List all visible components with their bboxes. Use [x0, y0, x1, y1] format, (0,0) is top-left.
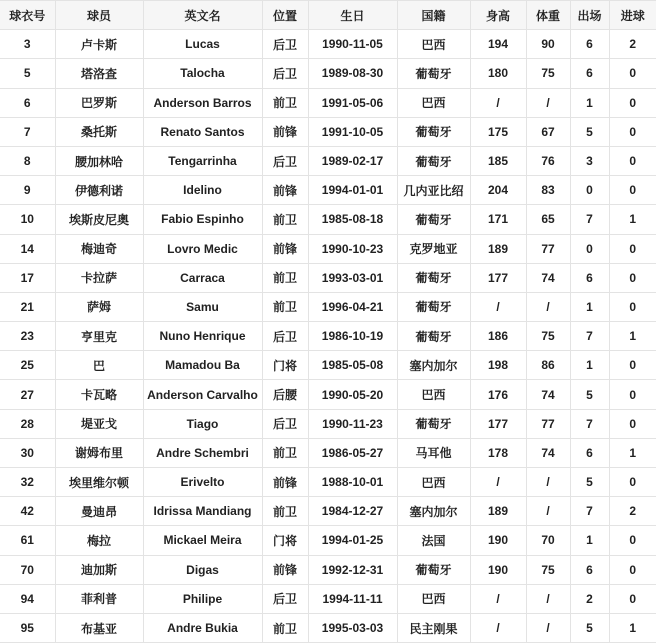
cell-jersey_number: 6	[0, 88, 55, 117]
cell-nationality: 巴西	[397, 88, 470, 117]
cell-birthday: 1994-11-11	[308, 584, 397, 613]
cell-birthday: 1986-05-27	[308, 438, 397, 467]
cell-position: 前锋	[262, 117, 308, 146]
cell-goals: 0	[609, 555, 656, 584]
cell-weight: 74	[526, 263, 570, 292]
cell-nationality: 葡萄牙	[397, 292, 470, 321]
table-row	[0, 584, 656, 613]
cell-english_name: Anderson Barros	[143, 88, 262, 117]
cell-english_name: Talocha	[143, 59, 262, 88]
header-row	[0, 1, 656, 30]
cell-english_name: Idrissa Mandiang	[143, 497, 262, 526]
cell-jersey_number: 21	[0, 292, 55, 321]
cell-jersey_number: 30	[0, 438, 55, 467]
cell-height: 189	[470, 234, 526, 263]
cell-height: 186	[470, 322, 526, 351]
table-header	[0, 1, 656, 30]
cell-birthday: 1990-05-20	[308, 380, 397, 409]
cell-jersey_number: 23	[0, 322, 55, 351]
cell-birthday: 1995-03-03	[308, 613, 397, 642]
cell-position: 前卫	[262, 613, 308, 642]
cell-nationality: 马耳他	[397, 438, 470, 467]
table-row	[0, 205, 656, 234]
cell-player: 巴	[55, 351, 143, 380]
cell-appearances: 6	[570, 30, 609, 59]
cell-player: 梅拉	[55, 526, 143, 555]
cell-english_name: Anderson Carvalho	[143, 380, 262, 409]
table-row	[0, 234, 656, 263]
cell-weight: 75	[526, 322, 570, 351]
cell-player: 埃斯皮尼奥	[55, 205, 143, 234]
cell-appearances: 5	[570, 613, 609, 642]
column-header-birthday: 生日	[308, 1, 397, 30]
cell-height: /	[470, 292, 526, 321]
table-row	[0, 555, 656, 584]
cell-position: 前卫	[262, 292, 308, 321]
cell-english_name: Carraca	[143, 263, 262, 292]
cell-birthday: 1990-11-05	[308, 30, 397, 59]
cell-weight: /	[526, 88, 570, 117]
table-row	[0, 322, 656, 351]
cell-appearances: 7	[570, 205, 609, 234]
cell-appearances: 7	[570, 497, 609, 526]
cell-english_name: Tiago	[143, 409, 262, 438]
cell-height: 185	[470, 146, 526, 175]
cell-weight: /	[526, 468, 570, 497]
cell-appearances: 1	[570, 292, 609, 321]
cell-weight: 65	[526, 205, 570, 234]
cell-weight: 77	[526, 409, 570, 438]
cell-height: 194	[470, 30, 526, 59]
cell-player: 曼迪昂	[55, 497, 143, 526]
cell-height: /	[470, 584, 526, 613]
cell-english_name: Lovro Medic	[143, 234, 262, 263]
cell-nationality: 民主刚果	[397, 613, 470, 642]
cell-goals: 0	[609, 584, 656, 613]
cell-appearances: 1	[570, 526, 609, 555]
cell-jersey_number: 42	[0, 497, 55, 526]
cell-position: 前锋	[262, 176, 308, 205]
table-row	[0, 30, 656, 59]
column-header-nationality: 国籍	[397, 1, 470, 30]
table-row	[0, 88, 656, 117]
cell-player: 菲利普	[55, 584, 143, 613]
cell-position: 前锋	[262, 468, 308, 497]
cell-nationality: 巴西	[397, 584, 470, 613]
table-row	[0, 263, 656, 292]
cell-position: 前卫	[262, 88, 308, 117]
cell-nationality: 巴西	[397, 30, 470, 59]
cell-birthday: 1988-10-01	[308, 468, 397, 497]
column-header-goals: 进球	[609, 1, 656, 30]
cell-height: 175	[470, 117, 526, 146]
cell-jersey_number: 27	[0, 380, 55, 409]
cell-appearances: 0	[570, 176, 609, 205]
cell-english_name: Andre Schembri	[143, 438, 262, 467]
cell-player: 腰加林哈	[55, 146, 143, 175]
cell-appearances: 6	[570, 263, 609, 292]
cell-goals: 0	[609, 380, 656, 409]
cell-height: 190	[470, 526, 526, 555]
cell-jersey_number: 7	[0, 117, 55, 146]
cell-english_name: Nuno Henrique	[143, 322, 262, 351]
cell-goals: 0	[609, 176, 656, 205]
cell-english_name: Samu	[143, 292, 262, 321]
table-row	[0, 292, 656, 321]
cell-birthday: 1985-08-18	[308, 205, 397, 234]
cell-position: 后卫	[262, 409, 308, 438]
cell-weight: 74	[526, 438, 570, 467]
cell-english_name: Tengarrinha	[143, 146, 262, 175]
cell-goals: 1	[609, 322, 656, 351]
table-row	[0, 59, 656, 88]
cell-player: 桑托斯	[55, 117, 143, 146]
cell-height: /	[470, 88, 526, 117]
cell-position: 门将	[262, 526, 308, 555]
cell-english_name: Philipe	[143, 584, 262, 613]
cell-jersey_number: 94	[0, 584, 55, 613]
cell-nationality: 巴西	[397, 380, 470, 409]
cell-weight: 83	[526, 176, 570, 205]
column-header-player: 球员	[55, 1, 143, 30]
cell-birthday: 1991-05-06	[308, 88, 397, 117]
cell-player: 埃里维尔顿	[55, 468, 143, 497]
cell-appearances: 5	[570, 468, 609, 497]
cell-player: 迪加斯	[55, 555, 143, 584]
cell-weight: 75	[526, 555, 570, 584]
cell-weight: 74	[526, 380, 570, 409]
cell-goals: 2	[609, 497, 656, 526]
cell-player: 卡拉萨	[55, 263, 143, 292]
cell-position: 后腰	[262, 380, 308, 409]
cell-goals: 0	[609, 468, 656, 497]
cell-appearances: 5	[570, 117, 609, 146]
cell-height: 180	[470, 59, 526, 88]
cell-goals: 1	[609, 613, 656, 642]
column-header-position: 位置	[262, 1, 308, 30]
table-row	[0, 468, 656, 497]
table-row	[0, 613, 656, 642]
cell-nationality: 葡萄牙	[397, 146, 470, 175]
cell-goals: 0	[609, 117, 656, 146]
cell-position: 前锋	[262, 234, 308, 263]
cell-appearances: 5	[570, 380, 609, 409]
cell-player: 亨里克	[55, 322, 143, 351]
table-row	[0, 117, 656, 146]
cell-nationality: 葡萄牙	[397, 409, 470, 438]
cell-position: 后卫	[262, 30, 308, 59]
cell-appearances: 0	[570, 234, 609, 263]
cell-height: 204	[470, 176, 526, 205]
cell-position: 前卫	[262, 438, 308, 467]
cell-position: 前卫	[262, 497, 308, 526]
column-header-weight: 体重	[526, 1, 570, 30]
cell-goals: 0	[609, 234, 656, 263]
cell-position: 后卫	[262, 59, 308, 88]
cell-birthday: 1985-05-08	[308, 351, 397, 380]
table-row	[0, 176, 656, 205]
cell-position: 前卫	[262, 205, 308, 234]
column-header-jersey_number: 球衣号	[0, 1, 55, 30]
cell-weight: /	[526, 497, 570, 526]
cell-height: /	[470, 468, 526, 497]
column-header-english_name: 英文名	[143, 1, 262, 30]
cell-nationality: 葡萄牙	[397, 59, 470, 88]
cell-jersey_number: 17	[0, 263, 55, 292]
cell-goals: 0	[609, 146, 656, 175]
cell-nationality: 巴西	[397, 468, 470, 497]
cell-jersey_number: 28	[0, 409, 55, 438]
cell-weight: /	[526, 584, 570, 613]
cell-english_name: Digas	[143, 555, 262, 584]
cell-height: 178	[470, 438, 526, 467]
cell-jersey_number: 32	[0, 468, 55, 497]
cell-weight: 75	[526, 59, 570, 88]
cell-birthday: 1991-10-05	[308, 117, 397, 146]
cell-english_name: Mamadou Ba	[143, 351, 262, 380]
cell-height: 171	[470, 205, 526, 234]
cell-player: 谢姆布里	[55, 438, 143, 467]
cell-birthday: 1994-01-25	[308, 526, 397, 555]
cell-english_name: Erivelto	[143, 468, 262, 497]
cell-nationality: 塞内加尔	[397, 497, 470, 526]
cell-goals: 0	[609, 263, 656, 292]
cell-appearances: 6	[570, 438, 609, 467]
cell-player: 梅迪奇	[55, 234, 143, 263]
cell-player: 塔洛查	[55, 59, 143, 88]
cell-jersey_number: 3	[0, 30, 55, 59]
cell-appearances: 3	[570, 146, 609, 175]
cell-nationality: 葡萄牙	[397, 117, 470, 146]
cell-birthday: 1990-10-23	[308, 234, 397, 263]
cell-birthday: 1990-11-23	[308, 409, 397, 438]
cell-player: 卡瓦略	[55, 380, 143, 409]
cell-player: 伊德利诺	[55, 176, 143, 205]
cell-birthday: 1989-08-30	[308, 59, 397, 88]
cell-position: 后卫	[262, 584, 308, 613]
cell-weight: 90	[526, 30, 570, 59]
cell-nationality: 克罗地亚	[397, 234, 470, 263]
cell-birthday: 1989-02-17	[308, 146, 397, 175]
cell-player: 萨姆	[55, 292, 143, 321]
cell-height: 190	[470, 555, 526, 584]
cell-goals: 2	[609, 30, 656, 59]
cell-nationality: 葡萄牙	[397, 322, 470, 351]
cell-height: /	[470, 613, 526, 642]
cell-player: 堤亚戈	[55, 409, 143, 438]
cell-weight: /	[526, 613, 570, 642]
cell-weight: 70	[526, 526, 570, 555]
cell-jersey_number: 61	[0, 526, 55, 555]
cell-nationality: 葡萄牙	[397, 555, 470, 584]
cell-english_name: Fabio Espinho	[143, 205, 262, 234]
cell-player: 巴罗斯	[55, 88, 143, 117]
cell-appearances: 7	[570, 409, 609, 438]
cell-appearances: 1	[570, 351, 609, 380]
cell-height: 177	[470, 409, 526, 438]
cell-birthday: 1993-03-01	[308, 263, 397, 292]
cell-nationality: 塞内加尔	[397, 351, 470, 380]
cell-english_name: Idelino	[143, 176, 262, 205]
cell-jersey_number: 8	[0, 146, 55, 175]
cell-weight: 86	[526, 351, 570, 380]
cell-weight: 76	[526, 146, 570, 175]
cell-goals: 0	[609, 292, 656, 321]
cell-weight: 67	[526, 117, 570, 146]
cell-birthday: 1992-12-31	[308, 555, 397, 584]
table-row	[0, 497, 656, 526]
cell-height: 189	[470, 497, 526, 526]
cell-nationality: 葡萄牙	[397, 205, 470, 234]
cell-jersey_number: 70	[0, 555, 55, 584]
cell-goals: 1	[609, 438, 656, 467]
cell-player: 卢卡斯	[55, 30, 143, 59]
cell-jersey_number: 25	[0, 351, 55, 380]
cell-appearances: 6	[570, 59, 609, 88]
cell-height: 198	[470, 351, 526, 380]
table-row	[0, 146, 656, 175]
cell-jersey_number: 95	[0, 613, 55, 642]
cell-birthday: 1996-04-21	[308, 292, 397, 321]
table-row	[0, 438, 656, 467]
table-row	[0, 351, 656, 380]
cell-appearances: 7	[570, 322, 609, 351]
cell-english_name: Mickael Meira	[143, 526, 262, 555]
column-header-height: 身高	[470, 1, 526, 30]
cell-weight: /	[526, 292, 570, 321]
cell-goals: 1	[609, 205, 656, 234]
cell-goals: 0	[609, 88, 656, 117]
cell-player: 布基亚	[55, 613, 143, 642]
cell-jersey_number: 9	[0, 176, 55, 205]
cell-weight: 77	[526, 234, 570, 263]
cell-position: 门将	[262, 351, 308, 380]
cell-jersey_number: 10	[0, 205, 55, 234]
cell-english_name: Renato Santos	[143, 117, 262, 146]
cell-position: 前锋	[262, 555, 308, 584]
cell-birthday: 1994-01-01	[308, 176, 397, 205]
cell-height: 176	[470, 380, 526, 409]
cell-height: 177	[470, 263, 526, 292]
cell-english_name: Lucas	[143, 30, 262, 59]
cell-birthday: 1984-12-27	[308, 497, 397, 526]
cell-goals: 0	[609, 409, 656, 438]
cell-nationality: 葡萄牙	[397, 263, 470, 292]
cell-position: 后卫	[262, 322, 308, 351]
table-row	[0, 409, 656, 438]
cell-goals: 0	[609, 526, 656, 555]
cell-nationality: 几内亚比绍	[397, 176, 470, 205]
cell-goals: 0	[609, 59, 656, 88]
cell-english_name: Andre Bukia	[143, 613, 262, 642]
cell-appearances: 2	[570, 584, 609, 613]
cell-appearances: 1	[570, 88, 609, 117]
cell-jersey_number: 5	[0, 59, 55, 88]
cell-jersey_number: 14	[0, 234, 55, 263]
cell-position: 后卫	[262, 146, 308, 175]
cell-nationality: 法国	[397, 526, 470, 555]
cell-position: 前卫	[262, 263, 308, 292]
column-header-appearances: 出场	[570, 1, 609, 30]
table-row	[0, 380, 656, 409]
table-row	[0, 526, 656, 555]
cell-goals: 0	[609, 351, 656, 380]
table-body	[0, 30, 656, 643]
cell-birthday: 1986-10-19	[308, 322, 397, 351]
cell-appearances: 6	[570, 555, 609, 584]
